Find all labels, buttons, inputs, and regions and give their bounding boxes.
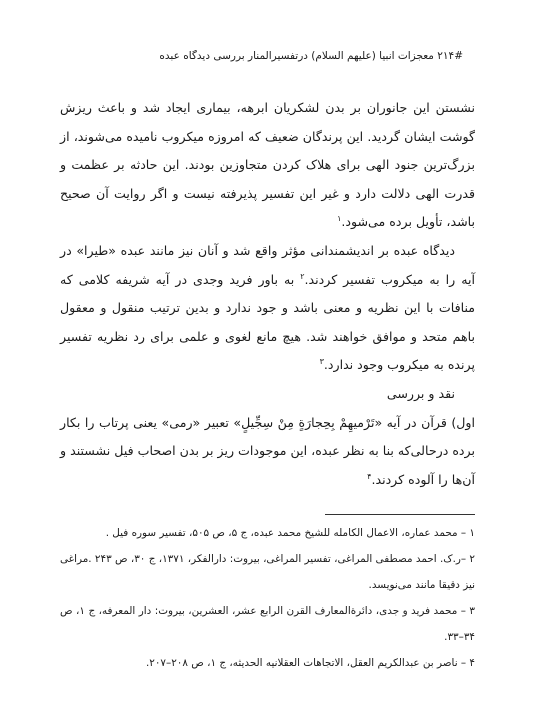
footnote-2: ۲ –ر.ک. احمد مصطفی المراغی، تفسیر المراغی، بیروت: دارالفکر، ۱۳۷۱، ج ۳۰، ص ۲۴۳ .مراغی نیز دقیقا مانند می‌نویسد. <box>60 553 476 591</box>
footnote-ref-4: ۴ <box>367 471 372 481</box>
footnote-4: ۴ – ناصر بن عبدالکریم العقل، الاتجاهات العقلانیه الحدیثه، ج ۱، ص ۲۰۸–۲۰۷. <box>145 657 475 669</box>
paragraph-3 <box>60 409 475 495</box>
page-number: ۲۱۴# <box>437 50 463 62</box>
paragraph-2 <box>60 237 475 380</box>
footnotes <box>60 520 475 676</box>
body-text <box>60 94 475 494</box>
paragraph-3-text: اول) قرآن در آیه «تَرْمیهِمْ بِحِجارَةٍ مِنْ سِجِّیلٍ» تعبیر «رمی» یعنی پرتاب را بکار برده درحالی‌که بنا به نظر عبده، این موجودات ریز بر بدن اصحاب فیل نشستند و آن‌ها را آلوده کردند. <box>60 414 475 487</box>
paragraph-1 <box>60 94 475 237</box>
paragraph-1-text: نشستن این جانوران بر بدن لشکریان ابرهه، بیماری ایجاد شد و باعث ریزش گوشت ایشان گردید. این پرندگان ضعیف که امروزه میکروب نامیده می‌شوند، از بزرگ‌ترین جنود الهی برای هلاک کردن متجاوزین بودند. این حادثه بر عظمت و قدرت الهی دلالت دارد و غیر این تفسیر پذیرفته نیست و اگر روایت آن صحیح باشد، تأویل برده می‌شود. <box>60 100 475 230</box>
footnote-3: ۳ – محمد فرید و جدی، دائرةالمعارف القرن الرابع عشر، العشرین، بیروت: دار المعرفه، ج ۱، ص ۳۴–۳۳. <box>60 605 476 643</box>
footnote-1: ۱ – محمد عماره، الاعمال الکامله للشیخ محمد عبده، ج ۵، ص ۵۰۵، تفسیر سوره فیل . <box>105 527 475 539</box>
header-title: معجزات انبیا (علیهم السلام) درتفسیرالمنار بررسی دیدگاه عبده <box>159 50 434 62</box>
footnote-ref-2: ۲ <box>300 271 305 281</box>
paragraph-2-text-a: دیدگاه عبده بر اندیشمندانی مؤثر واقع شد و آنان نیز مانند عبده «طیرا» در آیه را به میکروب تفسیر کردند. <box>60 242 475 287</box>
footnote-ref-3: ۳ <box>319 357 324 367</box>
footnote-ref-1: ۱ <box>337 214 342 224</box>
footnote-divider <box>325 514 475 515</box>
section-heading: نقد و بررسی <box>386 385 455 401</box>
paragraph-2-text-b: به باور فرید وجدی در آیه شریفه کلامی که منافات با این نظریه و معنی باشد و جود ندارد و بدین ترتیب منقول و معقول باهم متحد و موافق خواهند شد. هیچ مانع لغوی و علمی برای رد نظریه تفسیر پرنده به میکروب وجود ندارد. <box>60 271 475 373</box>
running-header <box>60 50 463 62</box>
